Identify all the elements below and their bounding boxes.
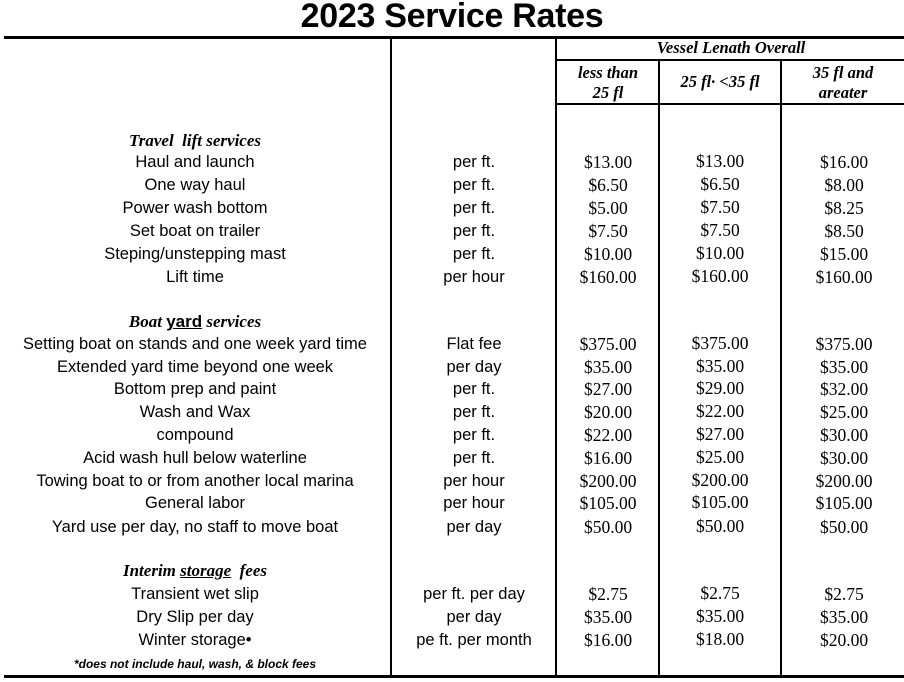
section-title — [0, 311, 390, 333]
footnote: *does not include haul, wash, & block fees — [73, 657, 317, 671]
service-label: compound — [156, 426, 234, 444]
header-group-divider — [556, 59, 904, 61]
service-label: Power wash bottom — [122, 199, 268, 217]
rate-35ft-and-greater: $8.00 — [824, 175, 864, 195]
rate-35ft-and-greater: $160.00 — [815, 267, 873, 287]
rate-25-to-35ft: $25.00 — [695, 447, 745, 467]
rate-25-to-35ft: $2.75 — [700, 583, 740, 603]
unit-cell: Flat fee — [446, 335, 502, 353]
section-title-part: yard — [166, 312, 203, 331]
service-label: Setting boat on stands and one week yard time — [23, 335, 367, 353]
rate-35ft-and-greater: $50.00 — [819, 517, 869, 537]
col1-header-line2: 25 fl — [592, 83, 624, 102]
service-label: Bottom prep and paint — [113, 380, 277, 398]
rate-35ft-and-greater: $16.00 — [819, 152, 869, 172]
service-label: Extended yard time beyond one week — [56, 358, 334, 376]
service-label: Dry Slip per day — [136, 608, 254, 626]
unit-cell: pe ft. per month — [416, 631, 532, 649]
rate-25-to-35ft: $160.00 — [691, 266, 749, 286]
rate-35ft-and-greater: $25.00 — [819, 402, 869, 422]
table-bottom-border — [4, 675, 904, 678]
rate-35ft-and-greater: $32.00 — [819, 379, 869, 399]
service-label: Acid wash hull below waterline — [83, 449, 307, 467]
rate-under-25ft: $200.00 — [579, 471, 637, 491]
rate-under-25ft: $5.00 — [588, 198, 628, 218]
rate-under-25ft: $16.00 — [583, 630, 633, 650]
section-title — [0, 560, 390, 582]
vessel-length-header: Vessel Lenath Overall — [656, 38, 806, 57]
rate-under-25ft: $105.00 — [579, 493, 637, 513]
section-title-part: services — [202, 312, 262, 331]
unit-cell: per ft. — [452, 380, 496, 398]
section-title-part: Boat — [128, 312, 167, 331]
rate-35ft-and-greater: $8.50 — [824, 221, 864, 241]
service-label: Wash and Wax — [139, 403, 251, 421]
service-label: Steping/unstepping mast — [104, 245, 286, 263]
service-label: Lift time — [166, 268, 224, 286]
header-bottom-divider — [556, 103, 904, 105]
unit-cell: per ft. — [452, 245, 496, 263]
rate-25-to-35ft: $35.00 — [695, 356, 745, 376]
service-label: Transient wet slip — [131, 585, 259, 603]
unit-cell: per ft. — [452, 222, 496, 240]
rate-under-25ft: $375.00 — [579, 334, 637, 354]
rate-35ft-and-greater: $20.00 — [819, 630, 869, 650]
service-label: Winter storage• — [138, 631, 252, 649]
service-label: Towing boat to or from another local marina — [36, 472, 354, 490]
section-title-part: fees — [231, 561, 268, 580]
rate-under-25ft: $50.00 — [583, 517, 633, 537]
unit-cell: per ft. — [452, 403, 496, 421]
rate-under-25ft: $35.00 — [583, 607, 633, 627]
rate-under-25ft: $6.50 — [588, 175, 628, 195]
col2-header: 25 fl· <35 fl — [680, 72, 760, 91]
service-label: Haul and launch — [135, 153, 255, 171]
rate-under-25ft: $10.00 — [583, 244, 633, 264]
rate-35ft-and-greater: $15.00 — [819, 244, 869, 264]
rate-35ft-and-greater: $105.00 — [815, 493, 873, 513]
section-title — [0, 130, 390, 152]
unit-cell: per ft. — [452, 426, 496, 444]
unit-cell: per ft. — [452, 153, 496, 171]
rate-35ft-and-greater: $375.00 — [815, 334, 873, 354]
rate-25-to-35ft: $10.00 — [695, 243, 745, 263]
rate-under-25ft: $160.00 — [579, 267, 637, 287]
rate-under-25ft: $16.00 — [583, 448, 633, 468]
rate-25-to-35ft: $7.50 — [700, 220, 740, 240]
rate-25-to-35ft: $13.00 — [695, 151, 745, 171]
rate-25-to-35ft: $200.00 — [691, 470, 749, 490]
service-label: General labor — [145, 494, 245, 512]
unit-cell: per day — [446, 358, 502, 376]
unit-cell: per hour — [443, 494, 505, 512]
unit-cell: per ft. — [452, 449, 496, 467]
rate-35ft-and-greater: $8.25 — [824, 198, 864, 218]
rate-25-to-35ft: $6.50 — [700, 174, 740, 194]
rate-25-to-35ft: $105.00 — [691, 492, 749, 512]
page-title: 2023 Service Rates — [300, 0, 604, 35]
col3-header-line1: 35 fl and — [812, 63, 874, 82]
rate-35ft-and-greater: $30.00 — [819, 448, 869, 468]
rate-under-25ft: $2.75 — [588, 584, 628, 604]
unit-cell: per day — [446, 608, 502, 626]
service-label: Yard use per day, no staff to move boat — [51, 518, 339, 536]
section-title-part: Travel lift services — [128, 131, 261, 150]
col1-header-line1: less than — [577, 63, 639, 82]
rate-35ft-and-greater: $200.00 — [815, 471, 873, 491]
rate-35ft-and-greater: $2.75 — [824, 584, 864, 604]
rate-25-to-35ft: $18.00 — [695, 629, 745, 649]
rate-under-25ft: $20.00 — [583, 402, 633, 422]
col3-header-line2: areater — [818, 83, 868, 102]
unit-cell: per hour — [443, 472, 505, 490]
rate-25-to-35ft: $375.00 — [691, 333, 749, 353]
rate-35ft-and-greater: $30.00 — [819, 425, 869, 445]
rate-under-25ft: $22.00 — [583, 425, 633, 445]
rate-25-to-35ft: $29.00 — [695, 378, 745, 398]
service-label: One way haul — [144, 176, 246, 194]
rate-under-25ft: $7.50 — [588, 221, 628, 241]
rate-25-to-35ft: $7.50 — [700, 197, 740, 217]
rate-25-to-35ft: $50.00 — [695, 516, 745, 536]
section-title-part: storage — [180, 561, 232, 580]
section-title-part: Interim — [122, 561, 181, 580]
rate-under-25ft: $27.00 — [583, 379, 633, 399]
rate-under-25ft: $13.00 — [583, 152, 633, 172]
service-label: Set boat on trailer — [129, 222, 261, 240]
rate-35ft-and-greater: $35.00 — [819, 607, 869, 627]
unit-cell: per day — [446, 518, 502, 536]
rate-25-to-35ft: $22.00 — [695, 401, 745, 421]
unit-cell: per ft. — [452, 176, 496, 194]
unit-cell: per ft. per day — [423, 585, 525, 603]
rate-25-to-35ft: $35.00 — [695, 606, 745, 626]
rate-under-25ft: $35.00 — [583, 357, 633, 377]
unit-cell: per ft. — [452, 199, 496, 217]
rate-25-to-35ft: $27.00 — [695, 424, 745, 444]
unit-cell: per hour — [443, 268, 505, 286]
rate-35ft-and-greater: $35.00 — [819, 357, 869, 377]
